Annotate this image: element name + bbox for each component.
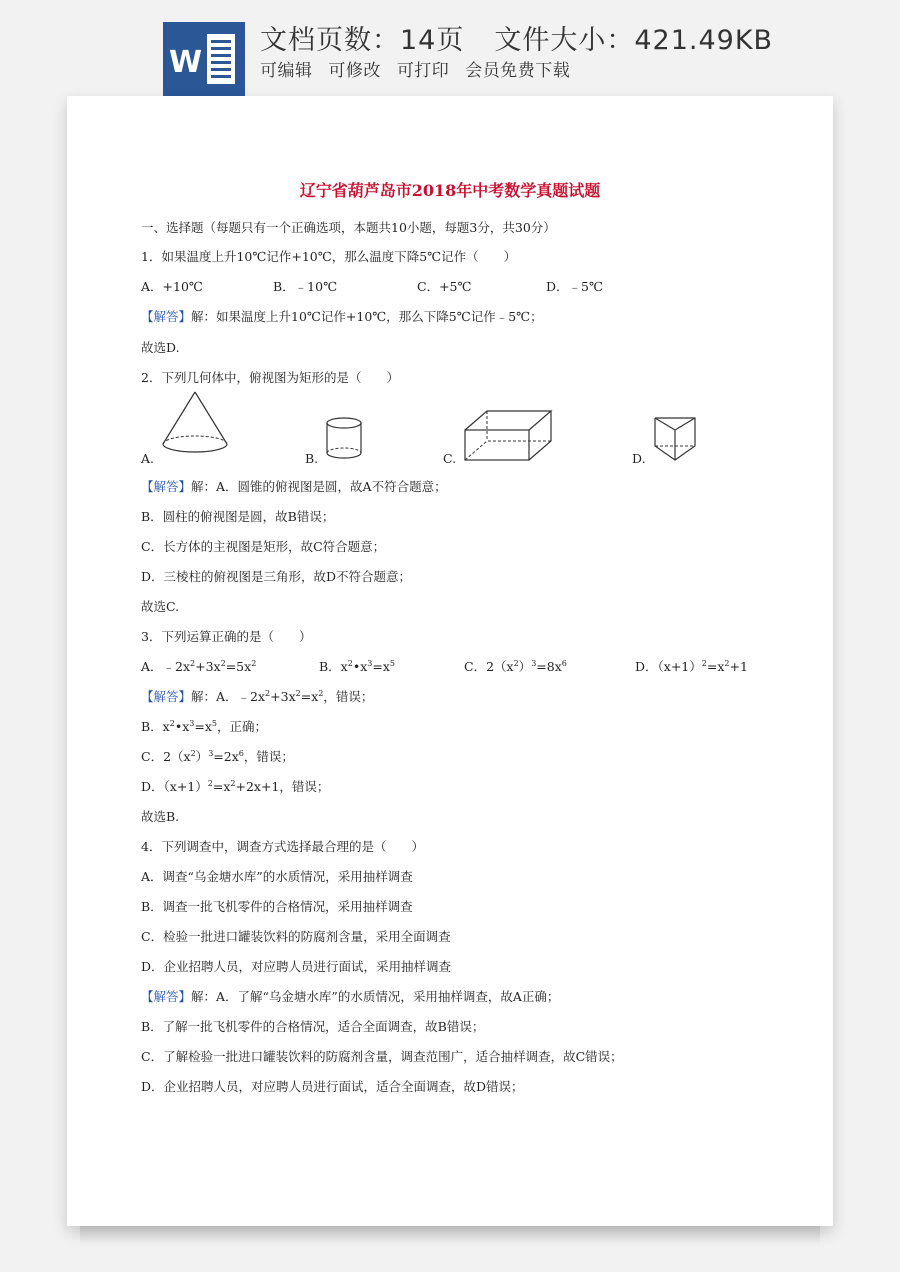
cylinder-icon: [324, 416, 364, 462]
word-document-icon: [163, 22, 245, 96]
q1-option-c: C．+5℃: [417, 279, 472, 294]
page-shadow: [80, 1226, 820, 1246]
q3-option-b: B．$x^2•x^3=x^5$: [319, 658, 395, 674]
q2-choose: 故选C.: [141, 599, 180, 614]
answer-tag: 【解答】: [141, 989, 192, 1004]
triangular-prism-icon: [652, 414, 698, 464]
logo-letter: W: [169, 45, 203, 80]
q4-line-b: B．了解一批飞机零件的合格情况，适合全面调查，故B错误；: [141, 1019, 485, 1034]
q3-line-d: D．$(x+1)^2=x^2+2x+1$，错误；: [141, 778, 330, 794]
q3-choose: 故选B.: [141, 809, 180, 824]
feature-member-download: 会员免费下载: [465, 61, 571, 81]
q4-answer: [141, 987, 559, 1005]
q3-answer: 【解答】解：A．$﹣2x^2+3x^2=x^2$，错误；: [141, 688, 374, 704]
q1-stem: 1．如果温度上升10℃记作+10℃，那么温度下降5℃记作（ ）: [141, 249, 517, 264]
q3-option-a: A．$﹣2x^2+3x^2=5x^2$: [141, 658, 257, 674]
feature-printable: 可打印: [396, 61, 450, 81]
q2-answer: [141, 477, 447, 495]
q1-option-b: B．﹣10℃: [273, 279, 338, 294]
q4-line-d: D．企业招聘人员，对应聘人员进行面试，适合全面调查，故D错误；: [141, 1079, 524, 1094]
q4-line-c: C．了解检验一批进口罐装饮料的防腐剂含量，调查范围广，适合抽样调查，故C错误；: [141, 1049, 623, 1064]
q4-stem: 4．下列调查中，调查方式选择最合理的是（ ）: [141, 839, 424, 854]
page-count: 文档页数：14页: [260, 25, 465, 56]
feature-list: [260, 56, 580, 81]
q1-choose: 故选D.: [141, 340, 180, 355]
q2-option-c: C.: [443, 451, 457, 466]
q3-line-b: B．$x^2•x^3=x^5$，正确；: [141, 718, 268, 734]
q1-option-a: A．+10℃: [141, 279, 203, 294]
q2-option-b: B.: [305, 451, 319, 466]
feature-modifiable: 可修改: [328, 61, 381, 81]
q3-option-c: C．$2(x^2)^3=8x^6$: [464, 658, 567, 674]
download-banner: [0, 0, 900, 96]
q3-line-c: C．$2(x^2)^3=2x^6$，错误；: [141, 748, 294, 764]
q3-option-d: D．$(x+1)^2=x^2+1$: [635, 658, 748, 674]
feature-editable: 可编辑: [260, 61, 313, 81]
q2-stem: 2．下列几何体中，俯视图为矩形的是（ ）: [141, 370, 399, 385]
q1-answer: [141, 307, 543, 325]
file-info: [260, 18, 773, 57]
q2-line-c: C．长方体的主视图是矩形，故C符合题意；: [141, 539, 386, 554]
section-heading: 一、选择题（每题只有一个正确选项，本题共10小题，每题3分，共30分）: [141, 220, 556, 235]
answer-tag: 【解答】: [141, 689, 192, 704]
q2-option-d: D.: [632, 451, 646, 466]
document-title: 辽宁省葫芦岛市2018年中考数学真题试题: [299, 181, 601, 200]
q4-option-d: D．企业招聘人员，对应聘人员进行面试，采用抽样调查: [141, 959, 452, 974]
answer-tag: 【解答】: [141, 479, 192, 494]
q2-line-d: D．三棱柱的俯视图是三角形，故D不符合题意；: [141, 569, 412, 584]
q2-line-b: B．圆柱的俯视图是圆，故B错误；: [141, 509, 335, 524]
cone-icon: [160, 388, 230, 458]
q2-option-a: A.: [141, 451, 155, 466]
q4-option-b: B．调查一批飞机零件的合格情况，采用抽样调查: [141, 899, 413, 914]
q4-option-a: A．调查“乌金塘水库”的水质情况，采用抽样调查: [141, 869, 413, 884]
q4-option-c: C．检验一批进口罐装饮料的防腐剂含量，采用全面调查: [141, 929, 451, 944]
cuboid-icon: [462, 408, 554, 464]
q3-stem: 3．下列运算正确的是（ ）: [141, 629, 312, 644]
answer-tag: 【解答】: [141, 309, 192, 324]
q1-answer-text: 解：如果温度上升10℃记作+10℃，那么下降5℃记作﹣5℃；: [191, 309, 543, 324]
q4-answer-text: 解：A．了解“乌金塘水库”的水质情况，采用抽样调查，故A正确；: [191, 989, 560, 1004]
q1-option-d: D．﹣5℃: [546, 279, 603, 294]
document-page: [67, 96, 833, 1226]
q2-answer-text: 解：A．圆锥的俯视图是圆，故A不符合题意；: [191, 479, 447, 494]
file-size: 文件大小：421.49KB: [494, 25, 774, 56]
